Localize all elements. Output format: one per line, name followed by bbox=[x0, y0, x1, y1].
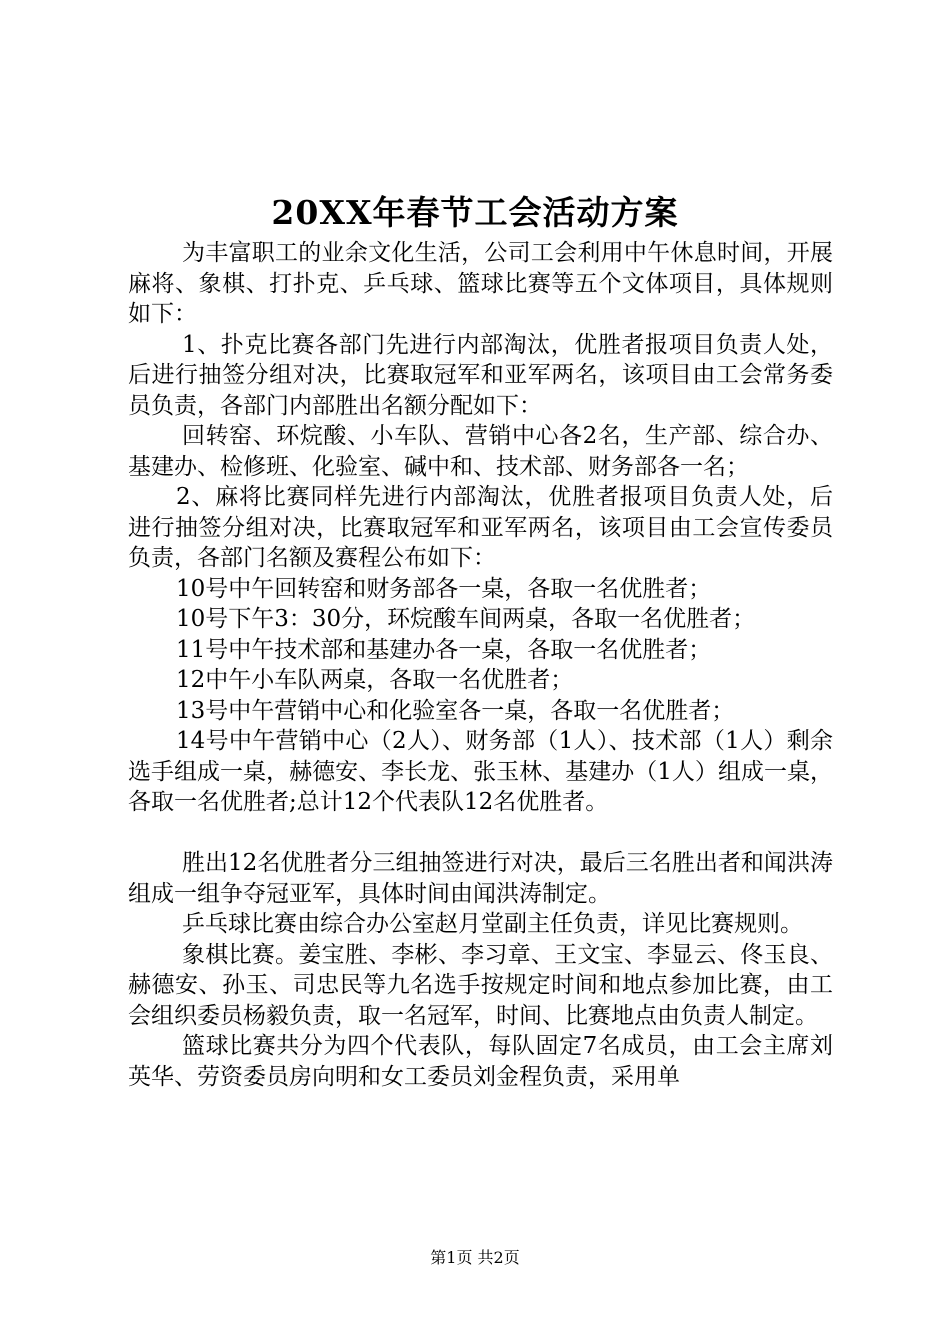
poker-quota-paragraph: 回转窑、环烷酸、小车队、营销中心各2名，生产部、综合办、基建办、检修班、化验室、碱中和、技术部、财务部各一名； bbox=[128, 423, 833, 480]
paragraph-gap bbox=[128, 818, 833, 849]
chess-paragraph: 象棋比赛。姜宝胜、李彬、李习章、王文宝、李显云、佟玉良、赫德安、孙玉、司忠民等九名选手按规定时间和地点参加比赛，由工会组织委员杨毅负责，取一名冠军，时间、比赛地点由负责人制定。 bbox=[128, 941, 833, 1029]
schedule-line-1: 10号中午回转窑和财务部各一桌，各取一名优胜者； bbox=[176, 575, 712, 602]
schedule-line-3: 11号中午技术部和基建办各一桌，各取一名优胜者； bbox=[176, 636, 712, 663]
schedule-line-5: 13号中午营销中心和化验室各一桌，各取一名优胜者； bbox=[176, 697, 735, 724]
intro-paragraph: 为丰富职工的业余文化生活，公司工会利用中午休息时间，开展麻将、象棋、打扑克、乒乓球、篮球比赛等五个文体项目，具体规则如下： bbox=[128, 240, 833, 327]
page-footer: 第1页 共2页 bbox=[430, 1248, 520, 1267]
mahjong-rules-paragraph: 2、麻将比赛同样先进行内部淘汰，优胜者报项目负责人处，后进行抽签分组对决，比赛取冠军和亚军两名，该项目由工会宣传委员负责，各部门名额及赛程公布如下： bbox=[128, 484, 833, 571]
basketball-paragraph: 篮球比赛共分为四个代表队，每队固定7名成员，由工会主席刘英华、劳资委员房向明和女工委员刘金程负责，采用单 bbox=[128, 1033, 833, 1090]
poker-rules-paragraph: 1、扑克比赛各部门先进行内部淘汰，优胜者报项目负责人处，后进行抽签分组对决，比赛取冠军和亚军两名，该项目由工会常务委员负责，各部门内部胜出名额分配如下： bbox=[128, 331, 833, 419]
final-round-paragraph: 胜出12名优胜者分三组抽签进行对决，最后三名胜出者和闻洪涛组成一组争夺冠亚军，具体时间由闻洪涛制定。 bbox=[128, 850, 833, 907]
schedule-line-2: 10号下午3：30分，环烷酸车间两桌，各取一名优胜者； bbox=[176, 606, 756, 632]
schedule-line-6: 14号中午营销中心（2人）、财务部（1人）、技术部（1人）剩余选手组成一桌，赫德安、李长龙、张玉林、基建办（1人）组成一桌，各取一名优胜者;总计12个代表队12名优胜者。 bbox=[128, 728, 833, 815]
document-body bbox=[128, 238, 833, 1092]
table-tennis-paragraph: 乒乓球比赛由综合办公室赵月堂副主任负责，详见比赛规则。 bbox=[182, 911, 803, 937]
document-title: 20XX年春节工会活动方案 bbox=[271, 193, 679, 232]
schedule-line-4: 12中午小车队两桌，各取一名优胜者； bbox=[176, 667, 574, 693]
